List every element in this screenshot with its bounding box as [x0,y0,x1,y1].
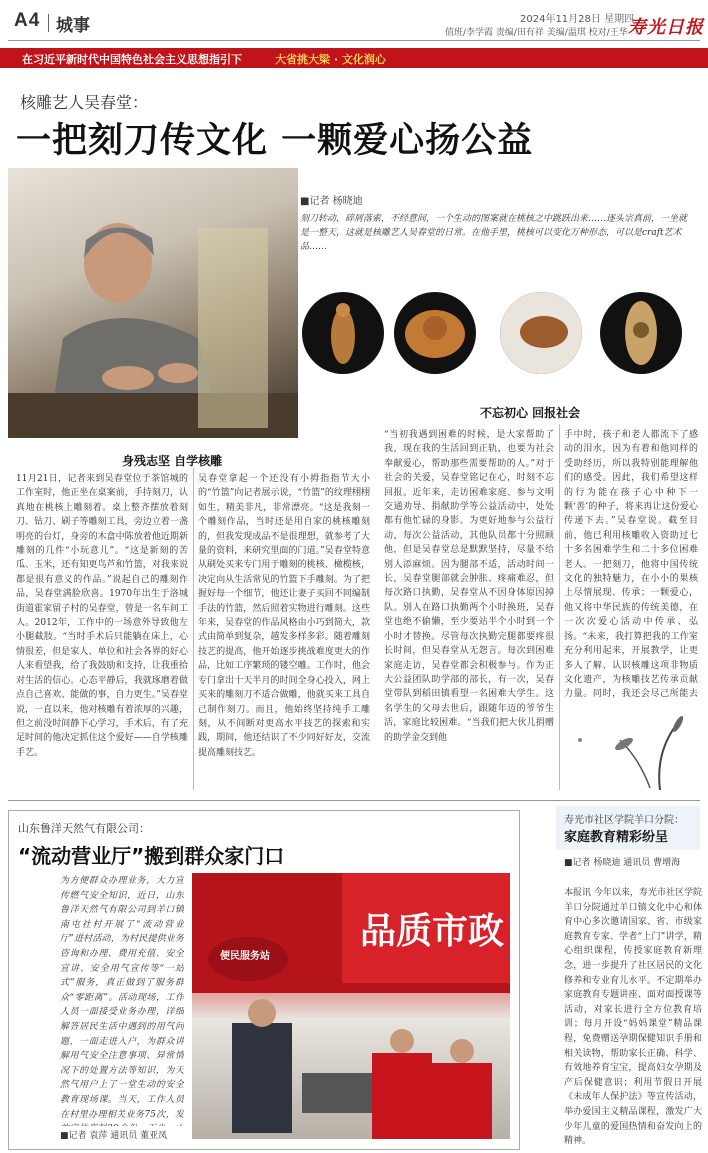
photo-sign-text: 便民服务站 [220,951,270,962]
body-column-2: 吴春堂拿起一个还没有小拇指指节大小的“竹篮”向记者展示说，“竹篮”的纹理栩栩如生，精美非凡，非常漂亮。“这是我刻一个雕刻作品，当时还是用自家的桃核雕刻的，但我发现成品不是很理想，就参考了大量的资料，来研究里面的门道。”吴春堂特意从刷处买来专门用于雕刻的桃核、橄榄核，决定向从生活常见的竹篮下手雕刻。为了把握好每一个细节，他还让妻子买回不同编制手法的竹篮，然后照着实物进行雕刻。这些年来，吴春堂的作品风格由小巧到简大，款式由简单到复杂，越发多样多彩。随着雕刻技艺的提高，他开始逐步挑战难度更大的作品，比如工序繁琐的镂空雕。工作时，他会专门拿出十天半月的时间全身心投入，网上买来的雕刻刀不适合做雕，他就买来工具自己制作刻刀。而且，他始终坚持纯手工雕刻，从不间断对更高水平技艺的探索和实践，期间，他还结识了不少同好好友，交流提高雕刻技艺。 [198,474,370,758]
subhead-giving-back: 不忘初心 回报社会 [480,406,581,420]
main-reporter: ■记者 杨晓迪 [300,196,363,207]
section-name: 城事 [56,16,90,36]
carver-illustration [8,168,298,438]
article-headline: 一把刻刀传文化 一颗爱心扬公益 [16,121,534,161]
carver-photo [8,168,298,438]
carving-photo-4 [600,292,682,374]
carving-photo-3 [500,292,582,374]
community-article-org: 寿光市社区学院羊口分院： [564,815,684,826]
gas-article-org: 山东鲁洋天然气有限公司： [18,822,150,835]
gas-article-title: “流动营业厅”搬到群众家门口 [18,844,285,868]
article-intro: 刻刀转动，碎屑落索，不经意间，一个生动的图案就在桃核之中跳跃出来……逐头宗真前，一坐就是一整天，这就是核雕艺人吴春堂的日常。在他手里，桃核可以变化万种形态，可以是craft艺术品…… [300,214,688,252]
community-article-title: 家庭教育精彩纷呈 [564,830,669,845]
header-divider [48,14,49,32]
banner-left-text: 在习近平新时代中国特色社会主义思想指引下 [22,53,242,66]
body-column-4: 手中时，孩子和老人都流下了感动的泪水，因为有着和他同样的受助经历，所以我特别能理解他们的感受。因此，我们希望这样的行为能在孩子心中种下一颗‘善’的种子，将来再让这份爱心传递下去。”吴春堂说。截至目前，他已利用核雕收入资助过七十多名困难学生和二十多位困难老人。一把刻刀，他将中国传统文化的独特魅力，在小小的果核上尽情展现、传承；一颗爱心，他又将中华民族的传统美德，在一次次爱心活动中传承、弘扬。“未来，我打算把我的工作室充分利用起来，开展教学，让更多人了解、认识核雕这项非物质文化遗产，为核雕技艺传承贡献力量。同时，我还会尽己所能去 [564,430,698,700]
editor-credits: 值班/李学霞 责编/田有祥 美编/温琪 校对/王华 [445,28,628,38]
ink-painting-decoration [560,700,700,796]
page-number: A4 [14,10,41,31]
carving-photo-1 [302,292,384,374]
service-hall-photo [192,873,510,1139]
section-rule [8,800,700,801]
column-divider [193,468,194,790]
banner-right-text: 大省挑大梁 · 文化润心 [275,53,386,66]
photo-banner-text: 品质市政 [360,910,505,952]
carving-photo-2 [394,292,476,374]
gas-article-body: 为方便群众办理业务，大力宣传燃气安全知识，近日，山东鲁洋天然气有限公司到羊口镇南屯社村开展了“流动营业厅”进村活动，为村民提供业务咨询和办理、费用充值、安全宣讲、安全用气宣传等“一站式”服务，真正做到了服务群众“零距离”。活动现场，工作人员一面接受业务办理，详细解答居民生活中遇到的用气问题，一面走进入户，为群众讲解用气安全注意事项、异常情况下的处置方法等知识，为天然气用户上了一堂生动的安全教育现场课。当天，工作人员在村里办理相关业务75次，发 [60,876,184,1120]
header-rule [8,40,700,41]
newspaper-logo: 寿光日报 [628,17,704,38]
body-column-1: 11月21日，记者来到吴春堂位于茶馆城的工作室时，他正坐在桌案前，手持刻刀，认真地在桃核上雕刻着。桌上整齐摆放着刻刀、钻刀、刷子等雕刻工具，旁边立着一盏明亮的台灯，身旁的木盒中陈放着他近期新雕刻的几件“小玩意儿”。“这是新刻的苦瓜、玉米，还有知更鸟芦和竹篮，对我来说都是很有意义的作品。”说起自己的雕刻作品，吴春堂满脸欣喜。1970年出生于洛城街道霍家留子村的吴春堂，曾是一名车间工人。2012年，工作中的一场意外导致他左小腿截肢。“当时手术后只能躺在床上，心情很差，但是家人、单位和社会各界的好心人来看望我，给了我鼓励和支持，让我重拾对生活的信心。心态平静后，我就琢磨着做点自己喜欢、能做的事，自力更生。”吴春堂说，一直以来，他对核雕有着浓厚的兴趣，但之前没时间静下心学习，手术后，有了充足时间的他决定抓住这个爱好——自学核雕手艺。 [16,474,188,758]
community-article-body: 本报讯 今年以来，寿光市社区学院羊口分院通过羊口镇文化中心和体育中心多次邀请国家、省、市级家庭教育专家、学者“上门”讲学，精心组织课程，传授家庭教育新理念，进一步提升了社区居民的文化修养和专业育儿水平。不定期举办家庭教育专题讲座、面对面授课等活动，对家长进行全方位教育培训；每月开设“妈妈课堂”精品课程，免费赠送孕期保健知识手册和相关读物，帮助家长正确、科学、有效地养育宝宝，提高妇女孕期及产后保健意识；利用节假日开展《未成年人保护法》等宣传活动，举办爱国主义精品课程，激发广大少年儿童的爱国热情和奋发向上的精神。 [564,888,702,1147]
article-kicker: 核雕艺人吴春堂： [20,93,149,112]
issue-date: 2024年11月28日 星期四 [520,14,635,25]
subhead-self-taught: 身残志坚 自学核雕 [122,454,223,468]
body-column-3: “当初我遇到困难的时候，是大家帮助了我，现在我的生活回到正轨，也要为社会奉献爱心，帮助那些需要帮助的人。”对于社会的关爱，吴春堂铭记在心，时刻不忘回报。近年来，走访困难家庭、参与文明交通劝导、捐献助学等公益活动中，处处都有他忙碌的身影。为更好地参与公益行动，每次公益活动，其他队员都十分照顾他，但是吴春堂总是默默坚持，尽量不给别人添麻烦。因为腿部不适，活动时间一长，吴春堂腿部就会肿胀、疼痛难忍，但每次路口执勤，吴春堂从不因身体原因掉队。别人在路口执勤两个小时换班，吴春堂也绝不偷懒，至少要站半个小时到一个小时才替换。尽管每次执勤完腿都要疼很长时间，但吴春堂从无怨言。每次到困难家庭走访，吴春堂都会积极参与。作为正大公益团队助学部的部长，有一次，吴春堂带队到稻田镇看望一名困难大学生。这名学生的父母去世后，跟随年迈的爷爷生活，家庭比较困难。“当我们把大伙儿捐赠的助学金交到他 [384,430,554,743]
gas-article-reporter: ■记者 袁萍 通讯员 董亚凤 [60,1131,168,1141]
community-article-reporter: ■记者 杨晓迪 通讯员 曹增海 [564,858,681,868]
